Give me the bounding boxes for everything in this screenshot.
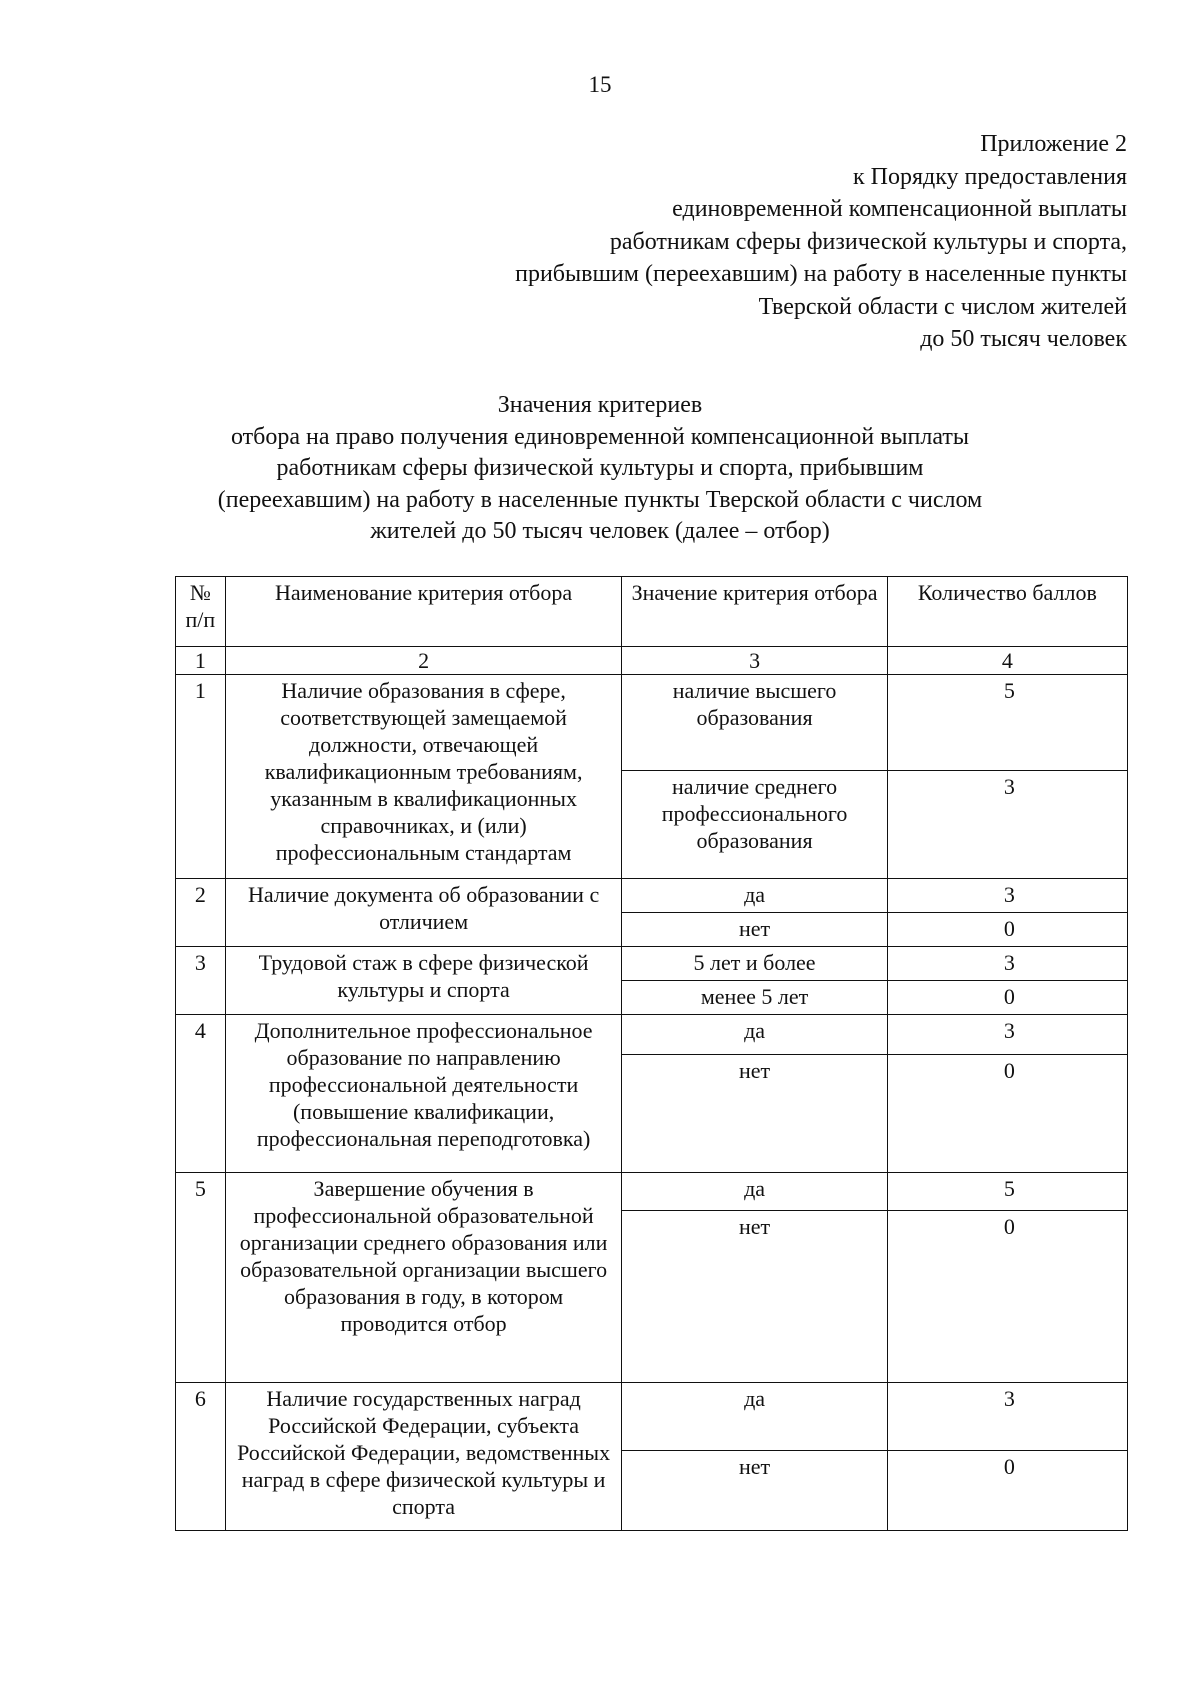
column-number: 3 <box>622 647 887 675</box>
table-row <box>176 1383 1128 1451</box>
row-num: 1 <box>176 675 226 879</box>
table-header-row <box>176 577 1128 647</box>
appendix-line: Тверской области с числом жителей <box>758 293 1127 320</box>
criterion-name: Трудовой стаж в сфере физической культуры и спорта <box>225 947 622 1015</box>
criterion-name: Наличие образования в сфере, соответствующей замещаемой должности, отвечающей квалификационным требованиям, указанным в квалификационных справочниках, и (или) профессиональным стандартам <box>225 675 622 879</box>
criterion-points: 3 <box>887 1015 1127 1055</box>
header-num: № п/п <box>176 577 226 647</box>
criterion-points: 3 <box>887 947 1127 981</box>
criterion-name: Завершение обучения в профессиональной образовательной организации среднего образования или образовательной организации высшего образования в году, в котором проводится отбор <box>225 1173 622 1383</box>
criterion-value: да <box>622 1015 887 1055</box>
table-row <box>176 879 1128 913</box>
table-row <box>176 947 1128 981</box>
header-value: Значение критерия отбора <box>622 577 887 647</box>
table-row <box>176 1015 1128 1055</box>
title-line: жителей до 50 тысяч человек (далее – отбор) <box>370 518 830 544</box>
appendix-line: Приложение 2 <box>980 131 1127 157</box>
title-line: Значения критериев <box>497 392 703 418</box>
criterion-points: 3 <box>887 1383 1127 1451</box>
criterion-value: менее 5 лет <box>622 981 887 1015</box>
criterion-value: да <box>622 1173 887 1211</box>
criterion-value: нет <box>622 1055 887 1173</box>
criterion-value: нет <box>622 1211 887 1383</box>
row-num: 4 <box>176 1015 226 1173</box>
criterion-points: 0 <box>887 1055 1127 1173</box>
criterion-name: Дополнительное профессиональное образование по направлению профессиональной деятельности (повышение квалификации, профессиональная переподготовка) <box>225 1015 622 1173</box>
criterion-points: 3 <box>887 879 1127 913</box>
column-number: 2 <box>225 647 622 675</box>
criteria-table <box>175 576 1128 1531</box>
appendix-line: единовременной компенсационной выплаты <box>672 196 1127 222</box>
row-num: 5 <box>176 1173 226 1383</box>
column-number-row <box>176 647 1128 675</box>
title-line: (переехавшим) на работу в населенные пункты Тверской области с числом <box>217 486 983 513</box>
criterion-value: наличие высшего образования <box>622 675 887 771</box>
criterion-name: Наличие государственных наград Российской Федерации, субъекта Российской Федерации, ведомственных наград в сфере физической культуры и спорта <box>225 1383 622 1531</box>
table-row <box>176 675 1128 771</box>
column-number: 4 <box>887 647 1127 675</box>
criterion-value: 5 лет и более <box>622 947 887 981</box>
criterion-points: 0 <box>887 1451 1127 1531</box>
criterion-value: нет <box>622 1451 887 1531</box>
row-num: 6 <box>176 1383 226 1531</box>
criterion-points: 0 <box>887 981 1127 1015</box>
criterion-points: 5 <box>887 1173 1127 1211</box>
appendix-line: прибывшим (переехавшим) на работу в населенные пункты <box>515 261 1127 287</box>
criterion-value: да <box>622 879 887 913</box>
title-line: работникам сферы физической культуры и спорта, прибывшим <box>276 455 924 481</box>
appendix-line: до 50 тысяч человек <box>920 326 1127 352</box>
criterion-points: 5 <box>887 675 1127 771</box>
table-row <box>176 1173 1128 1211</box>
criterion-value: наличие среднего профессионального образования <box>622 771 887 879</box>
criterion-name: Наличие документа об образовании с отличием <box>225 879 622 947</box>
header-name: Наименование критерия отбора <box>225 577 622 647</box>
title-line: отбора на право получения единовременной компенсационной выплаты <box>231 423 969 450</box>
header-points: Количество баллов <box>887 577 1127 647</box>
criterion-points: 0 <box>887 1211 1127 1383</box>
appendix-line: работникам сферы физической культуры и спорта, <box>609 228 1127 255</box>
document-title <box>0 390 1200 548</box>
appendix-reference <box>327 128 1127 356</box>
row-num: 3 <box>176 947 226 1015</box>
criterion-value: да <box>622 1383 887 1451</box>
page-number: 15 <box>588 72 612 97</box>
row-num: 2 <box>176 879 226 947</box>
appendix-line: к Порядку предоставления <box>852 163 1127 190</box>
criterion-value: нет <box>622 913 887 947</box>
criterion-points: 0 <box>887 913 1127 947</box>
criterion-points: 3 <box>887 771 1127 879</box>
column-number: 1 <box>176 647 226 675</box>
